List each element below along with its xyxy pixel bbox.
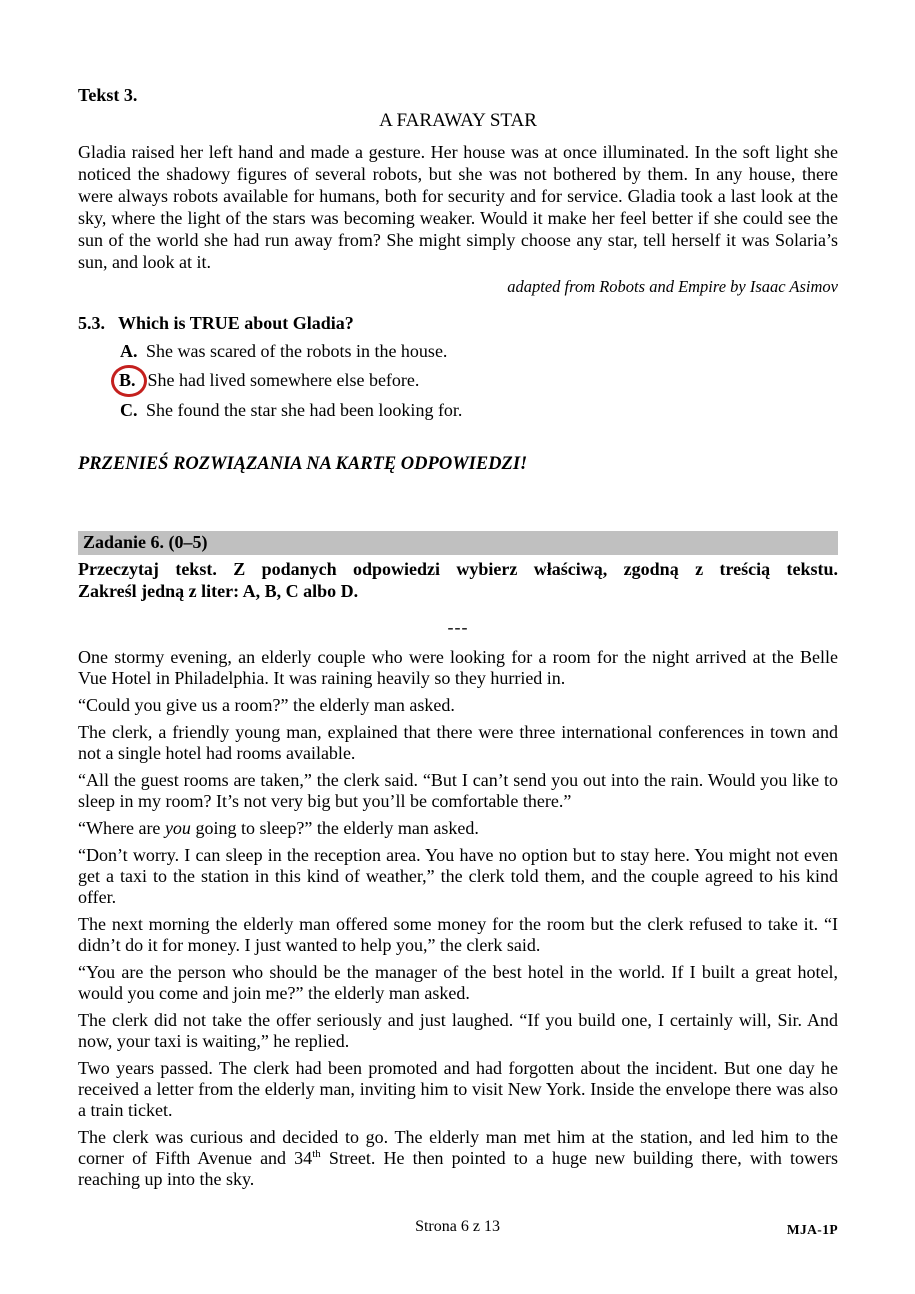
story-text: Street. He then pointed to a huge new building there, with towers reaching up into the sky. — [78, 1148, 839, 1189]
text3-title: A FARAWAY STAR — [379, 110, 537, 131]
story-paragraph: “You are the person who should be the manager of the best hotel in the world. If I built a great hotel, would you come and join me?” the elderly man asked. — [78, 962, 838, 1003]
transfer-answers-notice: PRZENIEŚ ROZWIĄZANIA NA KARTĘ ODPOWIEDZI! — [78, 454, 528, 474]
text3-passage: Gladia raised her left hand and made a gesture. Her house was at once illuminated. In the soft light she noticed the shadowy figures of several robots, but she was not bothered by them. In any house, there were always robots available for humans, both for security and for service. Gladia took a last look at the sky, where the light of the stars was becoming weaker. Would it make her feel better if she could see the sun of the world she had run away from? She might simply choose any star, tell herself it was Solaria’s sun, and look at it. — [78, 142, 838, 272]
question-number: 5.3. — [78, 313, 105, 333]
exam-code: MJA-1P — [786, 1222, 838, 1237]
story-paragraph: The clerk did not take the offer seriously and just laughed. “If you build one, I certainly will, Sir. And now, your taxi is waiting,” he replied. — [78, 1010, 838, 1051]
option-b-letter: B. — [119, 370, 136, 390]
story-superscript: th — [312, 1148, 321, 1160]
story-paragraph: “Could you give us a room?” the elderly man asked. — [78, 695, 455, 715]
story-emphasis: you — [164, 818, 191, 838]
task6-instructions — [78, 558, 838, 602]
task6-story — [78, 647, 838, 1190]
story-paragraph: “All the guest rooms are taken,” the clerk said. “But I can’t send you out into the rain. Would you like to sleep in my room? It’s not very big but you’ll be comfortable there.” — [78, 770, 838, 811]
option-b-text: She had lived somewhere else before. — [147, 370, 420, 390]
task6-header: Zadanie 6. (0–5) — [78, 531, 838, 555]
story-paragraph: The next morning the elderly man offered some money for the room but the clerk refused to take it. “I didn’t do it for money. I just wanted to help you,” the clerk said. — [78, 914, 838, 955]
answer-options — [78, 339, 838, 423]
option-a — [78, 339, 838, 364]
story-text: going to sleep?” the elderly man asked. — [190, 818, 479, 838]
story-paragraph: “Don’t worry. I can sleep in the reception area. You have no option but to stay here. You might not even get a taxi to the station in this kind of weather,” the clerk told them, and the couple agreed to his kind offer. — [78, 845, 838, 907]
story-paragraph: Two years passed. The clerk had been promoted and had forgotten about the incident. But one day he received a letter from the elderly man, inviting him to visit New York. Inside the envelope there was also a train ticket. — [78, 1058, 838, 1120]
option-a-letter: A. — [120, 341, 138, 361]
option-c — [78, 398, 838, 423]
story-text: “Where are — [78, 818, 165, 838]
story-text: The clerk was curious and decided to go. The elderly man met him at the station, and led him to the corner of Fifth Avenue and 34 — [78, 1127, 838, 1168]
task6-instruction-line1: Przeczytaj tekst. Z podanych odpowiedzi wybierz właściwą, zgodną z treścią tekstu. — [78, 559, 838, 579]
option-c-text: She found the star she had been looking for. — [146, 400, 463, 420]
page-number: Strona 6 z 13 — [415, 1218, 500, 1235]
story-paragraph — [78, 1127, 838, 1190]
option-a-text: She was scared of the robots in the house. — [146, 341, 448, 361]
question-prompt: Which is TRUE about Gladia? — [118, 313, 354, 333]
story-paragraph: One stormy evening, an elderly couple who were looking for a room for the night arrived at the Belle Vue Hotel in Philadelphia. It was raining heavily so they hurried in. — [78, 647, 838, 688]
story-paragraph: The clerk, a friendly young man, explained that there were three international conferences in town and not a single hotel had rooms available. — [78, 722, 838, 763]
answer-circle-mark — [111, 365, 147, 397]
text3-label: Tekst 3. — [78, 85, 138, 105]
question-5-3 — [78, 312, 838, 423]
option-b — [78, 368, 838, 394]
story-separator: --- — [447, 617, 469, 637]
page-footer — [0, 1216, 915, 1238]
task6-instruction-line2: Zakreśl jedną z liter: A, B, C albo D. — [78, 581, 359, 601]
question-5-3-header — [78, 312, 838, 334]
option-c-letter: C. — [120, 400, 138, 420]
text3-attribution: adapted from Robots and Empire by Isaac Asimov — [507, 277, 838, 296]
story-paragraph — [78, 818, 838, 839]
